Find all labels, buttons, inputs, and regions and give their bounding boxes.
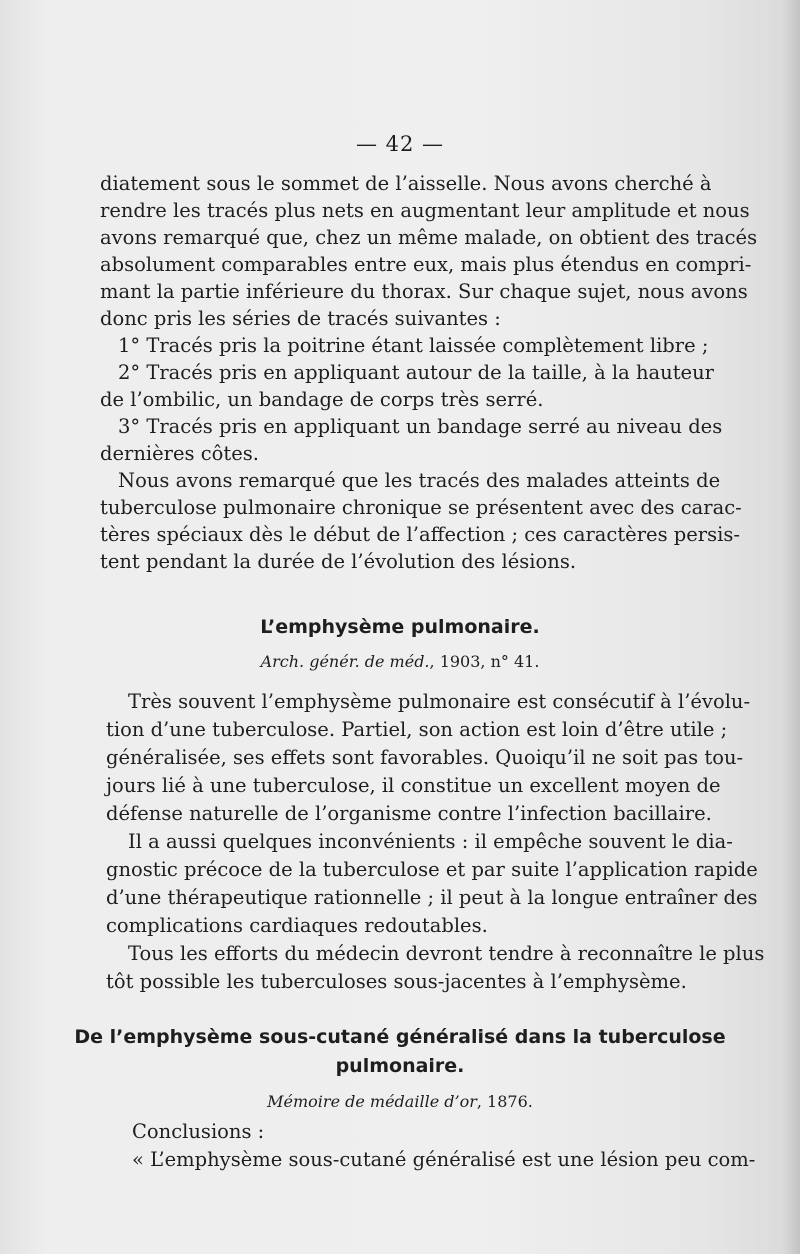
section-heading-continued: pulmonaire.	[335, 1055, 465, 1077]
text-line: avons remarqué que, chez un même malade, on obtient des tracés	[100, 226, 758, 249]
text-line: tôt possible les tuberculoses sous-jacentes à l’emphysème.	[106, 970, 687, 993]
text-line: tuberculose pulmonaire chronique se présentent avec des carac-	[100, 496, 742, 519]
text-line: défense naturelle de l’organisme contre l’infection bacillaire.	[106, 802, 712, 825]
reference-details: , 1876.	[476, 1092, 533, 1111]
text-line: « L’emphysème sous-cutané généralisé est une lésion peu com-	[132, 1148, 756, 1171]
text-line: donc pris les séries de tracés suivantes :	[100, 307, 501, 330]
text-line: absolument comparables entre eux, mais plus étendus en compri-	[100, 253, 752, 276]
text-line: 2° Tracés pris en appliquant autour de la taille, à la hauteur	[118, 361, 714, 384]
text-line: jours lié à une tuberculose, il constitue un excellent moyen de	[106, 774, 721, 797]
text-line: tères spéciaux dès le début de l’affection ; ces caractères persis-	[100, 523, 740, 546]
text-line: dernières côtes.	[100, 442, 259, 465]
text-line: 1° Tracés pris la poitrine étant laissée complètement libre ;	[118, 334, 709, 357]
text-line: Conclusions :	[132, 1120, 265, 1143]
text-line: d’une thérapeutique rationnelle ; il peut à la longue entraîner des	[106, 886, 758, 909]
text-line: rendre les tracés plus nets en augmentant leur amplitude et nous	[100, 199, 750, 222]
text-line: mant la partie inférieure du thorax. Sur chaque sujet, nous avons	[100, 280, 748, 303]
text-line: de l’ombilic, un bandage de corps très serré.	[100, 388, 544, 411]
bibliographic-reference	[0, 652, 800, 671]
section-heading: L’emphysème pulmonaire.	[260, 616, 540, 638]
text-line: complications cardiaques redoutables.	[106, 914, 488, 937]
journal-title: Arch. génér. de méd.	[260, 652, 430, 671]
text-line: tion d’une tuberculose. Partiel, son action est loin d’être utile ;	[106, 718, 728, 741]
text-line: Très souvent l’emphysème pulmonaire est consécutif à l’évolu-	[128, 690, 751, 713]
text-line: généralisée, ses effets sont favorables. Quoiqu’il ne soit pas tou-	[106, 746, 744, 769]
bibliographic-reference	[0, 1092, 800, 1111]
section-heading: De l’emphysème sous-cutané généralisé dans la tuberculose	[74, 1026, 726, 1048]
reference-details: , 1903, n° 41.	[429, 652, 540, 671]
text-line: 3° Tracés pris en appliquant un bandage serré au niveau des	[118, 415, 723, 438]
text-line: Nous avons remarqué que les tracés des malades atteints de	[118, 469, 721, 492]
text-line: tent pendant la durée de l’évolution des lésions.	[100, 550, 577, 573]
memoir-title: Mémoire de médaille d’or	[267, 1092, 477, 1111]
text-line: Tous les efforts du médecin devront tendre à reconnaître le plus	[128, 942, 765, 965]
page-number: — 42 —	[355, 132, 445, 156]
text-line: gnostic précoce de la tuberculose et par suite l’application rapide	[106, 858, 758, 881]
text-line: diatement sous le sommet de l’aisselle. Nous avons cherché à	[100, 172, 712, 195]
text-line: Il a aussi quelques inconvénients : il empêche souvent le dia-	[128, 830, 733, 853]
